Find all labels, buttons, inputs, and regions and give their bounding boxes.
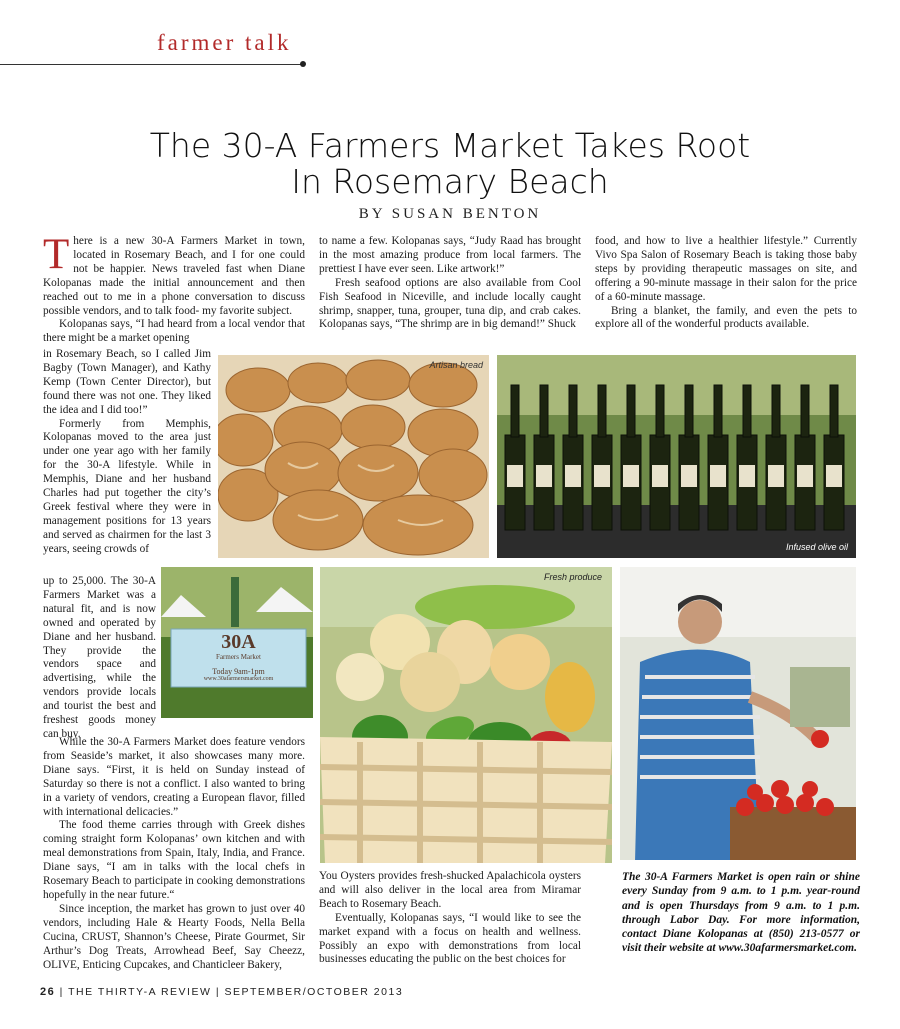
paragraph: food, and how to live a healthier lifestyle.” Currently Vivo Spa Salon of Rosemary Beach is taking those baby steps by providing therapeutic massages on site, and offering a 90-minute massage in their salon for the price of a 60-minute massage.: [595, 235, 857, 303]
oil-bottle-neck: [598, 385, 606, 437]
paragraph: in Rosemary Beach, so I called Jim Bagby (Town Manager), and Kathy Kemp (Town Center Director), but found there was not one. They liked the idea and I did too!”: [43, 348, 211, 416]
caption-produce: Fresh produce: [543, 572, 602, 582]
byline: BY SUSAN BENTON: [358, 206, 542, 222]
bread-illustration: [218, 355, 489, 558]
banner-subtitle: Farmers Market: [216, 653, 261, 661]
oil-bottle-neck: [627, 385, 635, 437]
drop-cap: T: [43, 231, 70, 278]
paragraph: Fresh seafood options are also available from Cool Fish Seafood in Niceville, and include locally caught shrimp, snapper, tuna, grouper, tuna dip, and crab cakes. Kolopanas says, “The shrimp are in big demand!” Shuck: [319, 276, 581, 331]
oil-bottle-neck: [511, 385, 519, 437]
oil-bottle-label: [623, 465, 639, 487]
footer-separator: |: [215, 986, 221, 998]
oil-bottle-label: [652, 465, 668, 487]
oil-bottle-neck: [743, 385, 751, 437]
section-rule: [0, 64, 302, 65]
publication-name: THE THIRTY-A REVIEW: [68, 986, 212, 998]
column-1-beside-banner: [43, 575, 156, 742]
column-1-narrow: [43, 348, 211, 557]
page-footer: [40, 986, 403, 998]
oil-bottle-label: [797, 465, 813, 487]
oil-bottle-label: [594, 465, 610, 487]
title-line-2: In Rosemary Beach: [291, 162, 609, 201]
section-rule-dot: [300, 61, 306, 67]
column-1-top: [43, 231, 305, 346]
column-1-bottom: [43, 736, 305, 972]
market-banner-photo: [161, 567, 313, 718]
paragraph: Bring a blanket, the family, and even the pets to explore all of the wonderful products available.: [595, 304, 857, 331]
caption-oil: Infused olive oil: [785, 542, 848, 552]
column-2-bottom: [319, 870, 581, 967]
oil-bottle-label: [826, 465, 842, 487]
issue-date: SEPTEMBER/OCTOBER 2013: [224, 986, 404, 998]
oil-bottle-label: [710, 465, 726, 487]
oil-bottle-label: [681, 465, 697, 487]
banner-title: 30A: [221, 631, 256, 653]
paragraph: up to 25,000. The 30-A Farmers Market was a natural fit, and is now owned and operated by Diane and her husband. They provide the vendors space and advertising, while the vendors provide locals and tourist the best and freshest goods money can buy.: [43, 575, 156, 740]
oil-bottle-neck: [656, 385, 664, 437]
bread-photo: [218, 355, 489, 558]
oil-bottle-neck: [569, 385, 577, 437]
oil-bottle-neck: [714, 385, 722, 437]
paragraph: Eventually, Kolopanas says, “I would like to see the market expand with a focus on health and wellness. Possibly an expo with demonstrations from local businesses educating the public on the best choices for: [319, 911, 581, 966]
paragraph: The food theme carries through with Greek dishes coming straight form Kolopanas’ own kitchen and with meal demonstrations from Spain, Italy, India, and France. Diane says, “I am in talks with the local chefs in Rosemary Beach to participate in cooking demonstrations hopefully in the near future.“: [43, 819, 305, 901]
oil-bottle-label: [565, 465, 581, 487]
banner-hours: Today 9am-1pm: [212, 667, 265, 676]
oil-bottle-neck: [801, 385, 809, 437]
column-3-top: [595, 235, 857, 332]
paragraph: here is a new 30-A Farmers Market in town, located in Rosemary Beach, and I for one could not be happier. News traveled fast when Diane Kolopanas made the initial announcement and then reached out to me in a phone conversation to discuss possible vendors, and to talk food- my favorite subject.: [43, 235, 305, 317]
oil-bottle-label: [768, 465, 784, 487]
produce-illustration: [320, 567, 612, 863]
section-label: farmer talk: [157, 30, 292, 55]
paragraph: You Oysters provides fresh-shucked Apalachicola oysters and will also deliver in the local area from Miramar Beach to Rosemary Beach.: [319, 870, 581, 910]
article-title: [0, 128, 900, 200]
footer-separator: |: [59, 986, 64, 998]
olive-oil-photo: [497, 355, 856, 558]
oil-bottle-neck: [685, 385, 693, 437]
paragraph: While the 30-A Farmers Market does feature vendors from Seaside’s market, it also showcases many more. Diane says. “First, it is held on Sunday instead of Saturday so there is not a conflict. I also wanted to bring in a variety of vendors, creating a European flavor, filled with international delicacies.”: [43, 736, 305, 818]
oil-bottle-label: [739, 465, 755, 487]
shopper-illustration: [620, 567, 856, 860]
market-info-note: The 30-A Farmers Market is open rain or shine every Sunday from 9 a.m. to 1 p.m. year-round and is open Thursdays from 9 a.m. to 1 p.m. through Labor Day. For more information, contact Diane Kolopanas at (850) 213-0577 or visit their website at www.30afarmersmarket.com.: [622, 871, 860, 955]
banner: [171, 631, 306, 682]
produce-photo: [320, 567, 612, 863]
oil-bottle-neck: [830, 385, 838, 437]
oil-bottle-neck: [772, 385, 780, 437]
shopper-photo: [620, 567, 856, 860]
paragraph: Since inception, the market has grown to just over 40 vendors, including Hale & Hearty Foods, Nella Bella Cucina, CRUST, Shannon’s Cheese, Pirate Gourmet, Sir Arthur’s Dog Treats, Arrowhead Beef, Say Cheezz, OLIVE, Enticing Cupcakes, and Chanticleer Bakery,: [43, 902, 305, 971]
caption-bread: Artisan bread: [429, 360, 483, 370]
paragraph: to name a few. Kolopanas says, “Judy Raad has brought in the most amazing produce from local farmers. The prettiest I have ever seen. Like artwork!”: [319, 235, 581, 275]
olive-oil-illustration: [497, 355, 856, 558]
paragraph: Kolopanas says, “I had heard from a local vendor that there might be a market opening: [43, 318, 305, 345]
column-2-top: [319, 235, 581, 332]
oil-bottle-neck: [540, 385, 548, 437]
oil-bottle-label: [536, 465, 552, 487]
oil-bottle-label: [507, 465, 523, 487]
title-line-1: The 30-A Farmers Market Takes Root: [149, 126, 751, 165]
page-number: 26: [40, 986, 56, 998]
banner-web: www.30afarmersmarket.com: [203, 676, 274, 682]
paragraph: Formerly from Memphis, Kolopanas moved to the area just under one year ago with her family for the 30-A lifestyle. While in Memphis, Diane and her husband Charles had put together the city’s Greek festival where they were in management positions for 13 years and served as chairmen for the last 3 years, seeing crowds of: [43, 417, 211, 555]
